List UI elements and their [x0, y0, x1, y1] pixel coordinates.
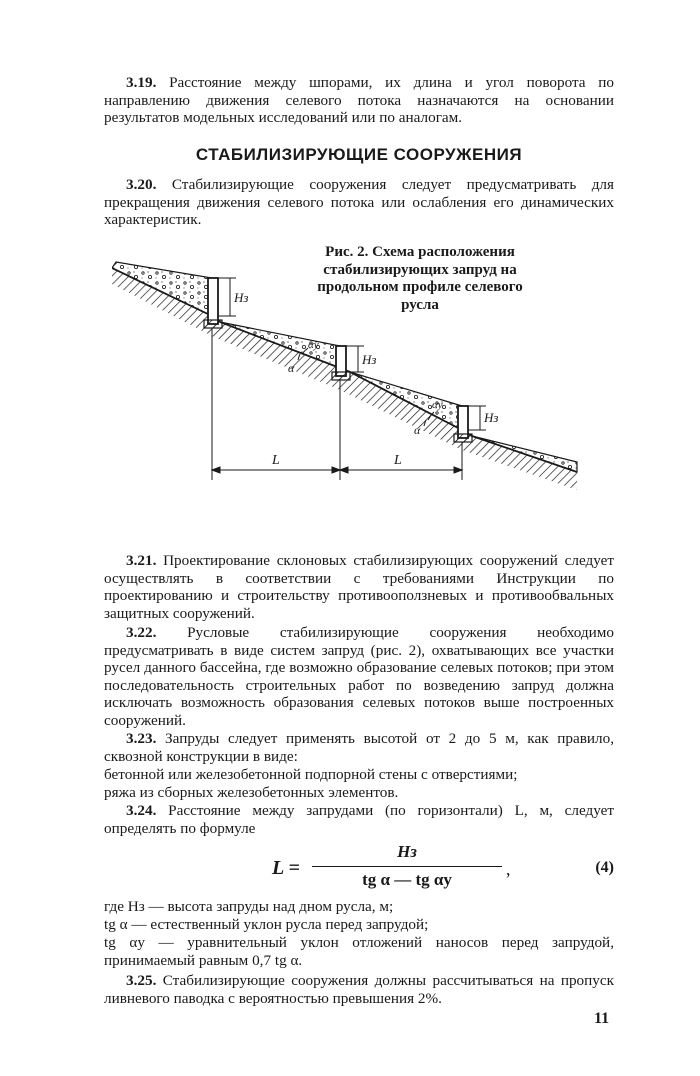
clause-number: 3.23.: [126, 730, 157, 747]
distance-label-1: L: [272, 453, 280, 468]
paragraph-text: Проектирование склоновых стабилизирующих сооружений следует осуществлять в соответствии с требованиями Инструкции по проектированию и строительству противооползневых и противообвальных защитных сооружений.: [104, 552, 614, 622]
equation-number: (4): [595, 859, 614, 876]
formula-numerator: Hз: [397, 842, 417, 861]
list-item-2: ряжа из сборных железобетонных элементов.: [104, 784, 399, 801]
clause-number: 3.25.: [126, 972, 157, 989]
paragraph-3-21: [104, 552, 614, 622]
angle-alpha-y-label-2: αу: [432, 399, 443, 411]
page-number: 11: [594, 1010, 610, 1027]
paragraph-text: Запруды следует применять высотой от 2 до 5 м, как правило, сквозной конструкции в виде:: [104, 730, 614, 765]
paragraph-3-20: [104, 176, 614, 229]
section-heading: СТАБИЛИЗИРУЮЩИЕ СООРУЖЕНИЯ: [195, 145, 523, 164]
paragraph-text: Стабилизирующие сооружения следует предусматривать для прекращения движения селевого потока или ослабления его динамических характеристик.: [104, 176, 614, 229]
paragraph-text: Русловые стабилизирующие сооружения необходимо предусматривать в виде систем запруд (рис. 2), охватывающих все участки русел данного бассейна, где возможно образование селевых потоков; при этом последовательность строительных работ по возведению запруд должна исключать возможность образования селевых потоков выше построенных сооружений.: [104, 624, 614, 729]
formula-comma: ,: [506, 859, 511, 879]
figure-caption-text: Схема расположения стабилизирующих запруд на продольном профиле селевого русла: [317, 244, 523, 313]
fraction-bar: [312, 866, 502, 867]
formula-denominator: tg α — tg αу: [362, 870, 452, 889]
paragraph-3-22: [104, 624, 614, 730]
clause-number: 3.22.: [126, 624, 157, 641]
list-item-1: бетонной или железобетонной подпорной стены с отверстиями;: [104, 766, 518, 783]
angle-alpha-y-label-1: αу: [308, 339, 319, 351]
paragraph-text: Стабилизирующие сооружения должны рассчитываться на пропуск ливневого паводка с вероятностью превышения 2%.: [104, 972, 614, 1007]
distance-label-2: L: [394, 453, 402, 468]
where-line-2: tg α — естественный уклон русла перед запрудой;: [104, 916, 429, 933]
where-line-3: tg αу — уравнительный уклон отложений наносов перед запрудой, принимаемый равным 0,7 tg α.: [104, 934, 614, 969]
formula-fraction: [312, 842, 502, 890]
clause-number: 3.19.: [126, 74, 157, 91]
height-label-3: Hз: [484, 410, 499, 425]
clause-number: 3.21.: [126, 552, 157, 569]
figure-caption-lead: Рис. 2.: [325, 244, 369, 260]
paragraph-text: Расстояние между запрудами (по горизонтали) L, м, следует определять по формуле: [104, 802, 614, 837]
clause-number: 3.20.: [126, 176, 157, 193]
paragraph-3-23: [104, 730, 614, 765]
angle-alpha-label-2: α: [414, 423, 421, 437]
height-label-2: Hз: [362, 352, 377, 367]
where-line-1: где Hз — высота запруды над дном русла, м;: [104, 898, 394, 915]
paragraph-text: Расстояние между шпорами, их длина и угол поворота по направлению движения селевого потока назначаются на основании результатов модельных исследований или по аналогам.: [104, 74, 614, 127]
paragraph-3-19: [104, 74, 614, 127]
clause-number: 3.24.: [126, 802, 157, 819]
angle-alpha-label-1: α: [288, 361, 295, 375]
paragraph-3-24: [104, 802, 614, 837]
formula-4: [104, 842, 614, 894]
height-label-1: Hз: [234, 290, 249, 305]
formula-lhs: L =: [272, 857, 300, 879]
channel-profile-figure: [112, 250, 582, 500]
paragraph-3-25: [104, 972, 614, 1007]
